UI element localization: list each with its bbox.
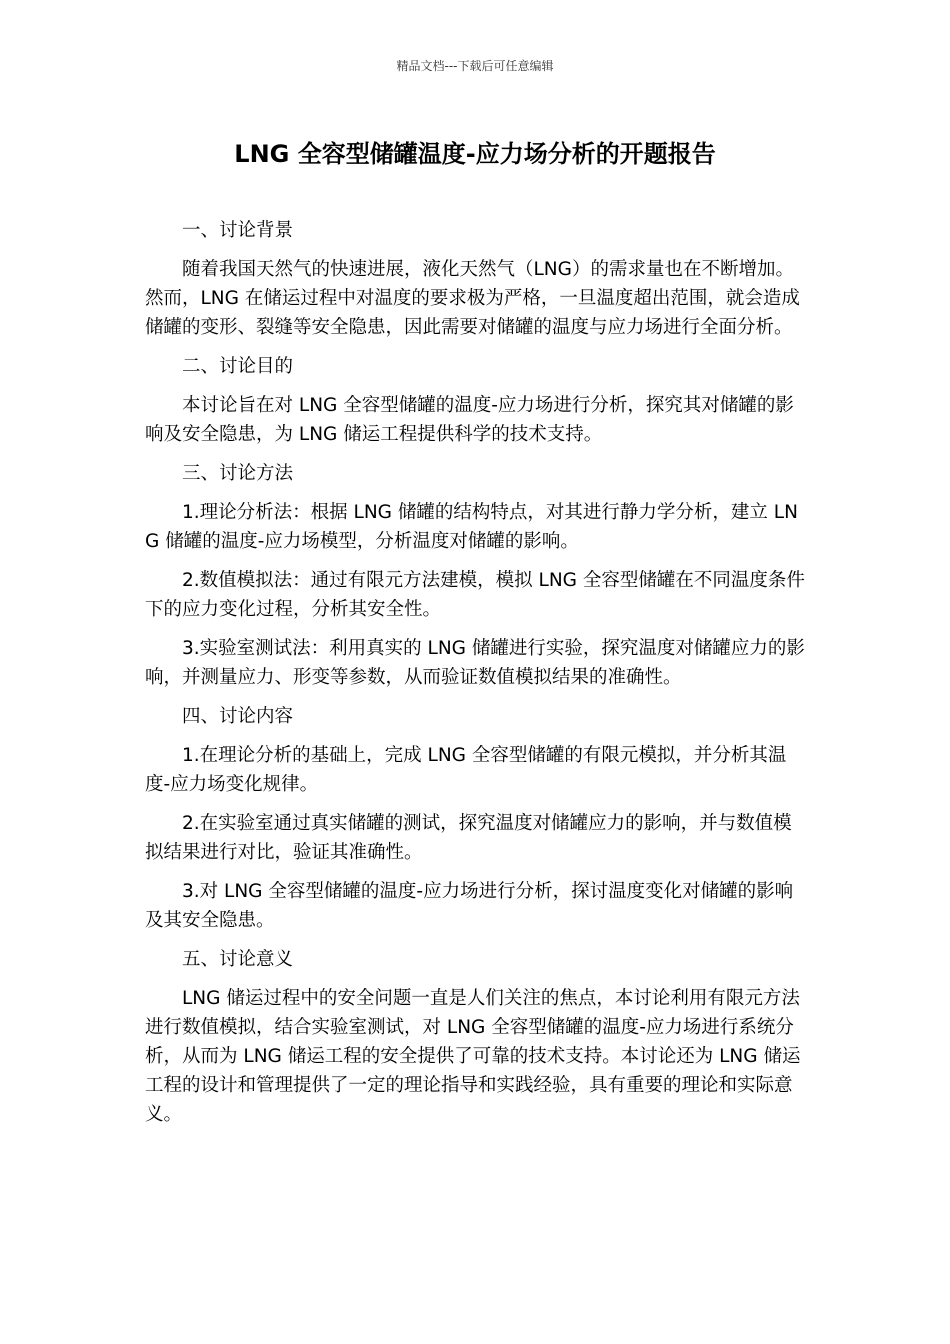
document-title: LNG 全容型储罐温度-应力场分析的开题报告 [234,140,716,168]
section-heading-content: 四、讨论内容 [182,706,294,727]
background-paragraph: 随着我国天然气的快速进展，液化天然气（LNG）的需求量也在不断增加。然而，LNG 在储运过程中对温度的要求极为严格，一旦温度超出范围，就会造成储罐的变形、裂缝等安全隐患，因此需要对储罐的温度与应力场进行全面分析。 [145,259,800,338]
content-item-1: 1.在理论分析的基础上，完成 LNG 全容型储罐的有限元模拟，并分析其温度-应力场变化规律。 [145,745,787,795]
purpose-paragraph: 本讨论旨在对 LNG 全容型储罐的温度-应力场进行分析，探究其对储罐的影响及安全隐患，为 LNG 储运工程提供科学的技术支持。 [145,395,794,445]
method-item-1: 1.理论分析法：根据 LNG 储罐的结构特点，对其进行静力学分析，建立 LNG 储罐的温度-应力场模型，分析温度对储罐的影响。 [145,502,798,552]
section-heading-purpose: 二、讨论目的 [182,356,294,377]
section-heading-background: 一、讨论背景 [182,220,294,241]
method-item-2: 2.数值模拟法：通过有限元方法建模，模拟 LNG 全容型储罐在不同温度条件下的应力变化过程，分析其安全性。 [145,570,805,620]
content-item-3: 3.对 LNG 全容型储罐的温度-应力场进行分析，探讨温度变化对储罐的影响及其安全隐患。 [145,881,794,931]
content-item-2: 2.在实验室通过真实储罐的测试，探究温度对储罐应力的影响，并与数值模拟结果进行对比，验证其准确性。 [145,813,792,863]
section-heading-significance: 五、讨论意义 [182,949,294,970]
page-header-note: 精品文档---下载后可任意编辑 [396,59,554,73]
method-item-3: 3.实验室测试法：利用真实的 LNG 储罐进行实验，探究温度对储罐应力的影响，并测量应力、形变等参数，从而验证数值模拟结果的准确性。 [145,638,805,688]
significance-paragraph: LNG 储运过程中的安全问题一直是人们关注的焦点，本讨论利用有限元方法进行数值模拟，结合实验室测试，对 LNG 全容型储罐的温度-应力场进行系统分析，从而为 LNG 储运工程的安全提供了可靠的技术支持。本讨论还为 LNG 储运工程的设计和管理提供了一定的理论指导和实践经验，具有重要的理论和实际意义。 [145,988,801,1125]
section-heading-method: 三、讨论方法 [182,463,294,484]
document-body [145,216,805,1139]
